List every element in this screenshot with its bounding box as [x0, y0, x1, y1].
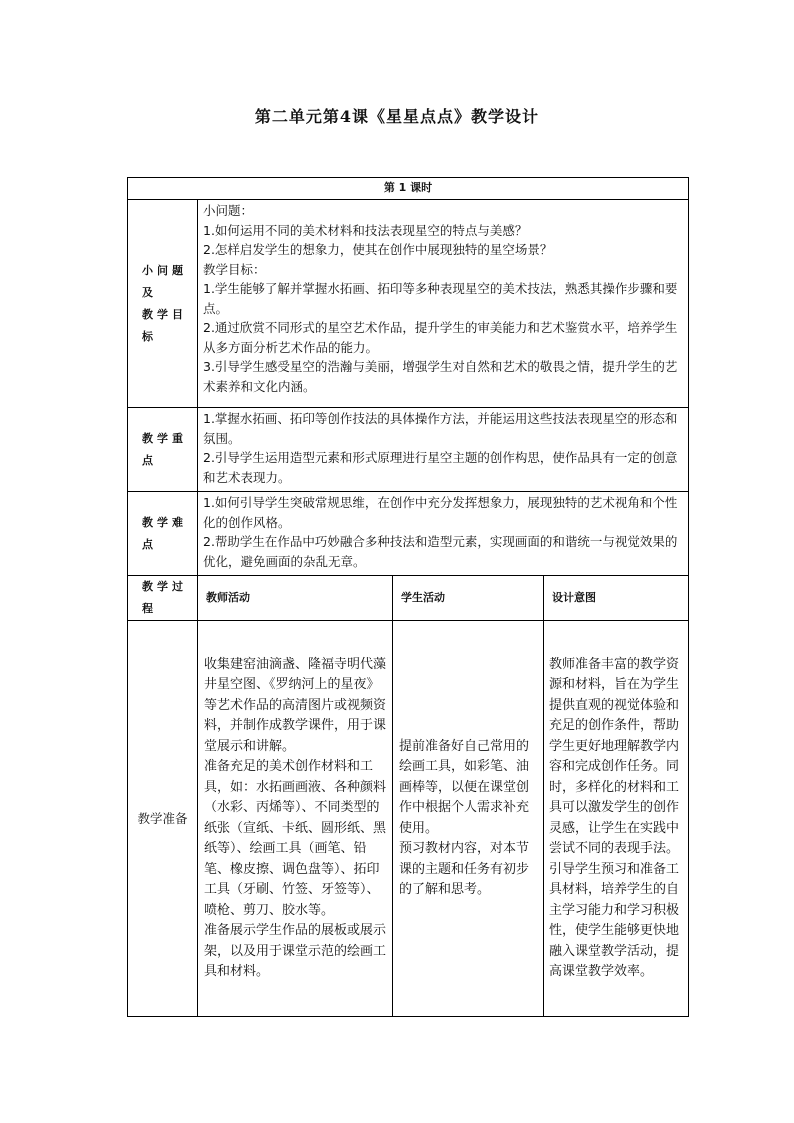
label-line: 标 — [142, 329, 153, 343]
text-line: 准备充足的美术创作材料和工具，如：水拓画画液、各种颜料（水彩、丙烯等）、不同类型的纸张（宣纸、卡纸、圆形纸、黑纸等）、绘画工具（画笔、铅笔、橡皮擦、调色盘等）、拓印工具（牙刷、竹签、牙签等）、喷枪、剪刀、胶水等。 — [204, 759, 387, 918]
text-line: 准备展示学生作品的展板或展示架，以及用于课堂示范的绘画工具和材料。 — [204, 923, 387, 979]
label-line: 及 — [142, 285, 153, 299]
key-points-label — [128, 408, 198, 492]
label-line: 程 — [142, 602, 153, 615]
text-line: 1.如何引导学生突破常规思维，在创作中充分发挥想象力，展现独特的艺术视角和个性化的创作风格。 — [203, 495, 678, 530]
label-line: 点 — [142, 453, 153, 467]
text-line: 提前准备好自己常用的绘画工具，如彩笔、油画棒等，以便在课堂创作中根据个人需求补充使用。 — [399, 738, 530, 836]
document-title: 第二单元第4课《星星点点》教学设计 — [254, 107, 540, 126]
questions-goals-label — [128, 200, 198, 408]
text-line: 引导学生预习和准备工具材料，培养学生的自主学习能力和学习积极性，使学生能够更快地融入课堂教学活动，提高课堂教学效率。 — [549, 861, 680, 979]
text-line: 小问题： — [203, 203, 254, 218]
text-line: 收集建窑油滴盏、隆福寺明代藻井星空图、《罗纳河上的星夜》等艺术作品的高清图片或视频资料，并制作成教学课件，用于课堂展示和讲解。 — [204, 656, 387, 754]
text-line: 2.引导学生运用造型元素和形式原理进行星空主题的创作构思，使作品具有一定的创意和艺术表现力。 — [203, 450, 678, 485]
process-label — [128, 576, 198, 621]
difficulties-content — [198, 492, 689, 576]
preparation-teacher-cell — [198, 621, 393, 1017]
text-line: 教学目标： — [203, 261, 266, 277]
difficulties-label — [128, 492, 198, 576]
section-header: 第 1 课时 — [128, 178, 689, 200]
lesson-plan-table — [127, 177, 689, 1017]
text-line: 教师准备丰富的教学资源和材料，旨在为学生提供直观的视觉体验和充足的创作条件，帮助学生更好地理解教学内容和完成创作任务。同时，多样化的材料和工具可以激发学生的创作灵感，让学生在实践中尝试不同的表现手法。 — [549, 656, 680, 856]
questions-goals-content — [198, 200, 689, 408]
text-line: 1.学生能够了解并掌握水拓画、拓印等多种表现星空的美术技法，熟悉其操作步骤和要点。 — [203, 281, 678, 316]
label-line: 教 学 难 — [142, 515, 183, 529]
text-line: 1.如何运用不同的美术材料和技法表现星空的特点与美感？ — [203, 222, 528, 238]
preparation-label: 教学准备 — [128, 621, 198, 1017]
preparation-student-cell — [393, 621, 544, 1017]
text-line: 2.帮助学生在作品中巧妙融合多种技法和造型元素，实现画面的和谐统一与视觉效果的优化，避免画面的杂乱无章。 — [203, 534, 678, 569]
text-line: 2.怎样启发学生的想象力，使其在创作中展现独特的星空场景？ — [203, 242, 553, 257]
student-activity-header: 学生活动 — [393, 576, 544, 621]
text-line: 3.引导学生感受星空的浩瀚与美丽，增强学生对自然和艺术的敬畏之情，提升学生的艺术素养和文化内涵。 — [203, 359, 678, 394]
label-line: 教 学 过 — [142, 580, 183, 593]
preparation-intent-cell — [544, 621, 689, 1017]
text-line: 1.掌握水拓画、拓印等创作技法的具体操作方法，并能运用这些技法表现星空的形态和氛围。 — [203, 411, 678, 446]
label-line: 点 — [142, 537, 153, 551]
teacher-activity-header: 教师活动 — [198, 576, 393, 621]
label-line: 教 学 重 — [142, 431, 183, 445]
key-points-content — [198, 408, 689, 492]
text-line: 2.通过欣赏不同形式的星空艺术作品，提升学生的审美能力和艺术鉴赏水平，培养学生从多方面分析艺术作品的能力。 — [203, 320, 678, 355]
label-line: 小 问 题 — [142, 263, 183, 277]
text-line: 预习教材内容，对本节课的主题和任务有初步的了解和思考。 — [399, 841, 530, 897]
label-line: 教 学 目 — [142, 307, 183, 321]
design-intent-header: 设计意图 — [544, 576, 689, 621]
